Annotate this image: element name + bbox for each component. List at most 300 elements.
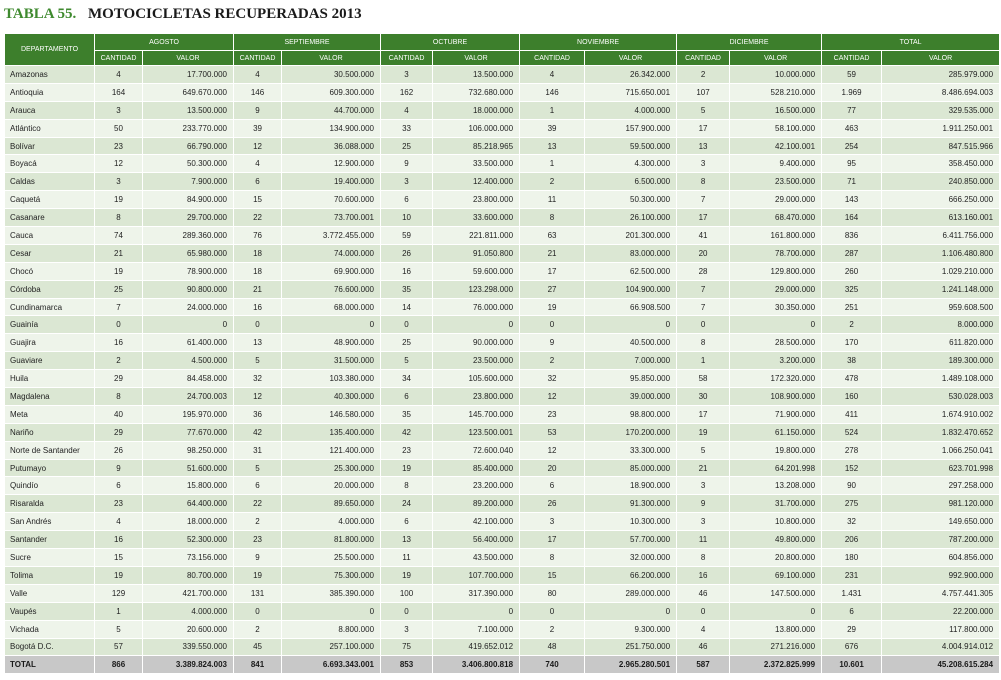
cell-valor: 24.000.000 xyxy=(143,298,234,316)
cell-valor: 105.600.000 xyxy=(433,370,520,388)
cell-departamento: Tolima xyxy=(5,566,95,584)
header-cantidad: CANTIDAD xyxy=(822,51,882,66)
header-month-total: TOTAL xyxy=(822,34,1000,51)
cell-departamento: Córdoba xyxy=(5,280,95,298)
cell-cantidad: 5 xyxy=(234,459,282,477)
cell-valor: 81.800.000 xyxy=(282,531,381,549)
cell-cantidad: 6 xyxy=(234,173,282,191)
cell-cantidad: 676 xyxy=(822,638,882,656)
cell-valor: 3.200.000 xyxy=(730,352,822,370)
cell-cantidad: 129 xyxy=(95,584,143,602)
cell-valor: 66.200.000 xyxy=(585,566,677,584)
cell-valor: 4.757.441.305 xyxy=(882,584,1000,602)
cell-cantidad: 42 xyxy=(381,423,433,441)
cell-valor: 107.700.000 xyxy=(433,566,520,584)
cell-valor: 13.500.000 xyxy=(143,101,234,119)
cell-valor: 6.411.756.000 xyxy=(882,227,1000,245)
cell-cantidad: 50 xyxy=(95,119,143,137)
cell-valor: 10.000.000 xyxy=(730,66,822,84)
cell-departamento: San Andrés xyxy=(5,513,95,531)
cell-valor: 23.200.000 xyxy=(433,477,520,495)
cell-valor: 8.000.000 xyxy=(882,316,1000,334)
cell-cantidad: 21 xyxy=(234,280,282,298)
cell-cantidad: 19 xyxy=(381,459,433,477)
table-row xyxy=(5,513,1000,531)
cell-departamento: Putumayo xyxy=(5,459,95,477)
cell-cantidad: 34 xyxy=(381,370,433,388)
cell-valor: 20.000.000 xyxy=(282,477,381,495)
cell-cantidad: 107 xyxy=(677,83,730,101)
cell-cantidad: 3 xyxy=(95,101,143,119)
cell-cantidad: 3 xyxy=(520,513,585,531)
table-row xyxy=(5,334,1000,352)
cell-valor: 98.800.000 xyxy=(585,405,677,423)
cell-valor: 31.500.000 xyxy=(282,352,381,370)
cell-cantidad: 131 xyxy=(234,584,282,602)
cell-cantidad: 13 xyxy=(677,137,730,155)
cell-valor: 30.350.000 xyxy=(730,298,822,316)
cell-cantidad: 16 xyxy=(95,334,143,352)
cell-valor: 123.298.000 xyxy=(433,280,520,298)
cell-cantidad: 740 xyxy=(520,656,585,674)
cell-valor: 39.000.000 xyxy=(585,388,677,406)
cell-valor: 50.300.000 xyxy=(585,191,677,209)
cell-valor: 57.700.000 xyxy=(585,531,677,549)
table-row xyxy=(5,173,1000,191)
cell-cantidad: 524 xyxy=(822,423,882,441)
cell-cantidad: 2 xyxy=(234,513,282,531)
cell-valor: 1.489.108.000 xyxy=(882,370,1000,388)
cell-cantidad: 26 xyxy=(520,495,585,513)
cell-cantidad: 30 xyxy=(677,388,730,406)
cell-cantidad: 180 xyxy=(822,549,882,567)
table-name: MOTOCICLETAS RECUPERADAS 2013 xyxy=(88,6,362,22)
cell-valor: 611.820.000 xyxy=(882,334,1000,352)
cell-valor: 73.700.001 xyxy=(282,209,381,227)
cell-valor: 161.800.000 xyxy=(730,227,822,245)
cell-cantidad: 3 xyxy=(677,477,730,495)
cell-cantidad: 32 xyxy=(234,370,282,388)
cell-cantidad: 160 xyxy=(822,388,882,406)
cell-valor: 23.800.000 xyxy=(433,191,520,209)
cell-valor: 1.911.250.001 xyxy=(882,119,1000,137)
header-month-diciembre: DICIEMBRE xyxy=(677,34,822,51)
cell-valor: 339.550.000 xyxy=(143,638,234,656)
cell-cantidad: 3 xyxy=(381,173,433,191)
cell-cantidad: 463 xyxy=(822,119,882,137)
cell-cantidad: 0 xyxy=(677,316,730,334)
cell-valor: 26.342.000 xyxy=(585,66,677,84)
cell-valor: 2.372.825.999 xyxy=(730,656,822,674)
cell-valor: 10.800.000 xyxy=(730,513,822,531)
cell-valor: 9.400.000 xyxy=(730,155,822,173)
cell-cantidad: 9 xyxy=(677,495,730,513)
table-row xyxy=(5,495,1000,513)
cell-valor: 613.160.001 xyxy=(882,209,1000,227)
cell-cantidad: 23 xyxy=(520,405,585,423)
cell-valor: 1.832.470.652 xyxy=(882,423,1000,441)
cell-valor: 623.701.998 xyxy=(882,459,1000,477)
cell-cantidad: 40 xyxy=(95,405,143,423)
cell-valor: 419.652.012 xyxy=(433,638,520,656)
cell-valor: 13.208.000 xyxy=(730,477,822,495)
cell-cantidad: 8 xyxy=(677,334,730,352)
cell-departamento: Boyacá xyxy=(5,155,95,173)
cell-cantidad: 32 xyxy=(520,370,585,388)
cell-valor: 18.000.000 xyxy=(433,101,520,119)
cell-valor: 84.900.000 xyxy=(143,191,234,209)
cell-cantidad: 18 xyxy=(234,244,282,262)
cell-valor: 240.850.000 xyxy=(882,173,1000,191)
table-title xyxy=(4,2,362,26)
cell-valor: 149.650.000 xyxy=(882,513,1000,531)
cell-cantidad: 4 xyxy=(234,66,282,84)
cell-valor: 83.000.000 xyxy=(585,244,677,262)
cell-cantidad: 152 xyxy=(822,459,882,477)
cell-valor: 7.100.000 xyxy=(433,620,520,638)
cell-cantidad: 9 xyxy=(234,101,282,119)
cell-valor: 0 xyxy=(585,602,677,620)
cell-departamento: Norte de Santander xyxy=(5,441,95,459)
cell-cantidad: 0 xyxy=(677,602,730,620)
cell-valor: 84.458.000 xyxy=(143,370,234,388)
cell-departamento: Cauca xyxy=(5,227,95,245)
cell-cantidad: 5 xyxy=(234,352,282,370)
cell-valor: 18.900.000 xyxy=(585,477,677,495)
cell-valor: 61.150.000 xyxy=(730,423,822,441)
cell-valor: 0 xyxy=(433,316,520,334)
cell-valor: 117.800.000 xyxy=(882,620,1000,638)
cell-departamento: TOTAL xyxy=(5,656,95,674)
cell-cantidad: 2 xyxy=(520,173,585,191)
cell-valor: 289.360.000 xyxy=(143,227,234,245)
cell-departamento: Magdalena xyxy=(5,388,95,406)
cell-cantidad: 41 xyxy=(677,227,730,245)
cell-cantidad: 42 xyxy=(234,423,282,441)
cell-valor: 66.908.500 xyxy=(585,298,677,316)
header-valor: VALOR xyxy=(433,51,520,66)
cell-valor: 19.400.000 xyxy=(282,173,381,191)
cell-valor: 147.500.000 xyxy=(730,584,822,602)
cell-departamento: Huila xyxy=(5,370,95,388)
cell-cantidad: 16 xyxy=(234,298,282,316)
cell-departamento: Caldas xyxy=(5,173,95,191)
cell-cantidad: 19 xyxy=(95,191,143,209)
cell-cantidad: 26 xyxy=(381,244,433,262)
cell-departamento: Quindío xyxy=(5,477,95,495)
motorcycles-recovered-table xyxy=(4,33,1000,674)
table-row xyxy=(5,155,1000,173)
table-row xyxy=(5,83,1000,101)
cell-cantidad: 143 xyxy=(822,191,882,209)
cell-valor: 74.000.000 xyxy=(282,244,381,262)
cell-valor: 68.470.000 xyxy=(730,209,822,227)
cell-valor: 52.300.000 xyxy=(143,531,234,549)
cell-valor: 959.608.500 xyxy=(882,298,1000,316)
cell-valor: 847.515.966 xyxy=(882,137,1000,155)
cell-cantidad: 100 xyxy=(381,584,433,602)
cell-valor: 6.693.343.001 xyxy=(282,656,381,674)
cell-cantidad: 2 xyxy=(520,620,585,638)
cell-valor: 4.004.914.012 xyxy=(882,638,1000,656)
cell-cantidad: 13 xyxy=(520,137,585,155)
cell-cantidad: 59 xyxy=(381,227,433,245)
cell-departamento: Amazonas xyxy=(5,66,95,84)
cell-valor: 71.900.000 xyxy=(730,405,822,423)
cell-cantidad: 95 xyxy=(822,155,882,173)
cell-cantidad: 77 xyxy=(822,101,882,119)
header-month-octubre: OCTUBRE xyxy=(381,34,520,51)
cell-valor: 85.218.965 xyxy=(433,137,520,155)
cell-cantidad: 0 xyxy=(234,602,282,620)
cell-cantidad: 17 xyxy=(520,531,585,549)
cell-valor: 6.500.000 xyxy=(585,173,677,191)
cell-departamento: Bolívar xyxy=(5,137,95,155)
cell-cantidad: 12 xyxy=(520,388,585,406)
cell-valor: 65.980.000 xyxy=(143,244,234,262)
cell-valor: 134.900.000 xyxy=(282,119,381,137)
cell-valor: 530.028.003 xyxy=(882,388,1000,406)
cell-valor: 15.800.000 xyxy=(143,477,234,495)
cell-cantidad: 146 xyxy=(234,83,282,101)
cell-cantidad: 287 xyxy=(822,244,882,262)
table-row xyxy=(5,119,1000,137)
cell-cantidad: 12 xyxy=(234,388,282,406)
cell-valor: 29.000.000 xyxy=(730,280,822,298)
cell-valor: 25.500.000 xyxy=(282,549,381,567)
cell-valor: 49.800.000 xyxy=(730,531,822,549)
cell-departamento: Bogotá D.C. xyxy=(5,638,95,656)
cell-valor: 4.000.000 xyxy=(282,513,381,531)
cell-valor: 76.000.000 xyxy=(433,298,520,316)
cell-cantidad: 17 xyxy=(677,209,730,227)
cell-valor: 10.300.000 xyxy=(585,513,677,531)
header-departamento: DEPARTAMENTO xyxy=(5,34,95,66)
cell-valor: 85.400.000 xyxy=(433,459,520,477)
cell-valor: 0 xyxy=(433,602,520,620)
cell-valor: 43.500.000 xyxy=(433,549,520,567)
cell-cantidad: 8 xyxy=(520,549,585,567)
cell-valor: 91.300.000 xyxy=(585,495,677,513)
table-row xyxy=(5,280,1000,298)
cell-cantidad: 1 xyxy=(520,101,585,119)
cell-cantidad: 9 xyxy=(234,549,282,567)
cell-cantidad: 8 xyxy=(677,549,730,567)
cell-valor: 7.000.000 xyxy=(585,352,677,370)
cell-valor: 51.600.000 xyxy=(143,459,234,477)
cell-cantidad: 39 xyxy=(520,119,585,137)
cell-cantidad: 866 xyxy=(95,656,143,674)
cell-cantidad: 254 xyxy=(822,137,882,155)
cell-valor: 8.486.694.003 xyxy=(882,83,1000,101)
cell-cantidad: 29 xyxy=(95,423,143,441)
cell-valor: 40.300.000 xyxy=(282,388,381,406)
cell-valor: 121.400.000 xyxy=(282,441,381,459)
table-row xyxy=(5,531,1000,549)
table-row xyxy=(5,441,1000,459)
cell-cantidad: 19 xyxy=(95,566,143,584)
cell-departamento: Vaupés xyxy=(5,602,95,620)
table-row xyxy=(5,191,1000,209)
cell-valor: 16.500.000 xyxy=(730,101,822,119)
cell-cantidad: 14 xyxy=(381,298,433,316)
cell-cantidad: 21 xyxy=(520,244,585,262)
cell-valor: 4.300.000 xyxy=(585,155,677,173)
cell-valor: 146.580.000 xyxy=(282,405,381,423)
cell-cantidad: 19 xyxy=(381,566,433,584)
cell-cantidad: 5 xyxy=(677,101,730,119)
cell-valor: 289.000.000 xyxy=(585,584,677,602)
table-row xyxy=(5,477,1000,495)
cell-cantidad: 3 xyxy=(95,173,143,191)
cell-cantidad: 24 xyxy=(381,495,433,513)
table-row xyxy=(5,423,1000,441)
cell-cantidad: 71 xyxy=(822,173,882,191)
cell-cantidad: 19 xyxy=(677,423,730,441)
cell-cantidad: 5 xyxy=(95,620,143,638)
cell-valor: 172.320.000 xyxy=(730,370,822,388)
cell-valor: 104.900.000 xyxy=(585,280,677,298)
cell-cantidad: 1 xyxy=(677,352,730,370)
cell-valor: 2.965.280.501 xyxy=(585,656,677,674)
cell-valor: 201.300.000 xyxy=(585,227,677,245)
table-row xyxy=(5,137,1000,155)
cell-valor: 3.389.824.003 xyxy=(143,656,234,674)
table-row xyxy=(5,602,1000,620)
cell-valor: 221.811.000 xyxy=(433,227,520,245)
cell-cantidad: 11 xyxy=(520,191,585,209)
cell-valor: 233.770.000 xyxy=(143,119,234,137)
cell-valor: 44.700.000 xyxy=(282,101,381,119)
table-row xyxy=(5,459,1000,477)
total-row xyxy=(5,656,1000,674)
cell-departamento: Nariño xyxy=(5,423,95,441)
cell-valor: 90.800.000 xyxy=(143,280,234,298)
cell-valor: 1.241.148.000 xyxy=(882,280,1000,298)
cell-cantidad: 75 xyxy=(381,638,433,656)
cell-valor: 9.300.000 xyxy=(585,620,677,638)
cell-cantidad: 48 xyxy=(520,638,585,656)
cell-valor: 421.700.000 xyxy=(143,584,234,602)
cell-valor: 76.600.000 xyxy=(282,280,381,298)
cell-cantidad: 4 xyxy=(95,66,143,84)
cell-departamento: Antioquia xyxy=(5,83,95,101)
cell-cantidad: 25 xyxy=(95,280,143,298)
cell-cantidad: 170 xyxy=(822,334,882,352)
cell-cantidad: 28 xyxy=(677,262,730,280)
cell-valor: 64.400.000 xyxy=(143,495,234,513)
cell-valor: 251.750.000 xyxy=(585,638,677,656)
cell-cantidad: 15 xyxy=(234,191,282,209)
cell-valor: 29.000.000 xyxy=(730,191,822,209)
header-cantidad: CANTIDAD xyxy=(381,51,433,66)
cell-cantidad: 1 xyxy=(520,155,585,173)
cell-valor: 68.000.000 xyxy=(282,298,381,316)
cell-cantidad: 90 xyxy=(822,477,882,495)
cell-valor: 8.800.000 xyxy=(282,620,381,638)
cell-departamento: Guainía xyxy=(5,316,95,334)
table-row xyxy=(5,584,1000,602)
cell-cantidad: 35 xyxy=(381,280,433,298)
cell-valor: 649.670.000 xyxy=(143,83,234,101)
cell-valor: 61.400.000 xyxy=(143,334,234,352)
cell-valor: 13.800.000 xyxy=(730,620,822,638)
cell-valor: 189.300.000 xyxy=(882,352,1000,370)
cell-valor: 90.000.000 xyxy=(433,334,520,352)
cell-cantidad: 841 xyxy=(234,656,282,674)
header-cantidad: CANTIDAD xyxy=(677,51,730,66)
cell-valor: 385.390.000 xyxy=(282,584,381,602)
cell-valor: 29.700.000 xyxy=(143,209,234,227)
cell-cantidad: 20 xyxy=(677,244,730,262)
cell-departamento: Sucre xyxy=(5,549,95,567)
cell-cantidad: 29 xyxy=(95,370,143,388)
cell-departamento: Vichada xyxy=(5,620,95,638)
cell-cantidad: 325 xyxy=(822,280,882,298)
cell-cantidad: 80 xyxy=(520,584,585,602)
cell-valor: 33.500.000 xyxy=(433,155,520,173)
cell-valor: 89.200.000 xyxy=(433,495,520,513)
cell-cantidad: 25 xyxy=(381,334,433,352)
cell-valor: 1.029.210.000 xyxy=(882,262,1000,280)
cell-cantidad: 17 xyxy=(677,405,730,423)
header-valor: VALOR xyxy=(282,51,381,66)
cell-cantidad: 20 xyxy=(520,459,585,477)
cell-valor: 59.600.000 xyxy=(433,262,520,280)
cell-cantidad: 8 xyxy=(381,477,433,495)
cell-cantidad: 33 xyxy=(381,119,433,137)
cell-cantidad: 7 xyxy=(95,298,143,316)
cell-cantidad: 278 xyxy=(822,441,882,459)
cell-cantidad: 38 xyxy=(822,352,882,370)
cell-cantidad: 10.601 xyxy=(822,656,882,674)
cell-valor: 24.700.003 xyxy=(143,388,234,406)
cell-valor: 69.900.000 xyxy=(282,262,381,280)
cell-cantidad: 0 xyxy=(520,602,585,620)
cell-valor: 787.200.000 xyxy=(882,531,1000,549)
cell-valor: 32.000.000 xyxy=(585,549,677,567)
table-row xyxy=(5,352,1000,370)
cell-valor: 80.700.000 xyxy=(143,566,234,584)
cell-departamento: Cesar xyxy=(5,244,95,262)
cell-cantidad: 231 xyxy=(822,566,882,584)
header-month-agosto: AGOSTO xyxy=(95,34,234,51)
cell-cantidad: 13 xyxy=(234,334,282,352)
table-row xyxy=(5,549,1000,567)
cell-valor: 20.600.000 xyxy=(143,620,234,638)
cell-cantidad: 21 xyxy=(677,459,730,477)
cell-cantidad: 11 xyxy=(677,531,730,549)
cell-cantidad: 12 xyxy=(520,441,585,459)
cell-cantidad: 2 xyxy=(95,352,143,370)
cell-valor: 23.500.000 xyxy=(730,173,822,191)
cell-cantidad: 74 xyxy=(95,227,143,245)
cell-cantidad: 13 xyxy=(381,531,433,549)
cell-cantidad: 11 xyxy=(381,549,433,567)
header-month-septiembre: SEPTIEMBRE xyxy=(234,34,381,51)
cell-cantidad: 29 xyxy=(822,620,882,638)
cell-departamento: Arauca xyxy=(5,101,95,119)
cell-cantidad: 12 xyxy=(95,155,143,173)
cell-cantidad: 18 xyxy=(234,262,282,280)
cell-cantidad: 0 xyxy=(381,602,433,620)
table-row xyxy=(5,370,1000,388)
cell-valor: 257.100.000 xyxy=(282,638,381,656)
header-valor: VALOR xyxy=(143,51,234,66)
cell-cantidad: 7 xyxy=(677,191,730,209)
cell-cantidad: 19 xyxy=(234,566,282,584)
cell-valor: 157.900.000 xyxy=(585,119,677,137)
